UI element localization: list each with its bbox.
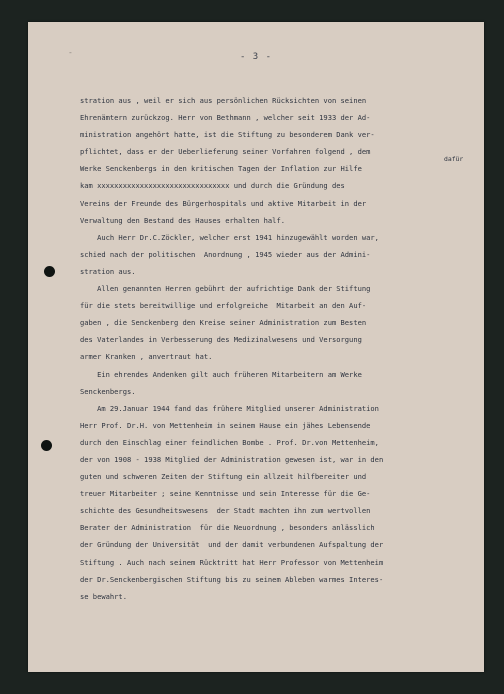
text-line: des Vaterlandes in Verbesserung des Medizinalwesens und Versorgung <box>80 335 362 345</box>
text-line: schichte des Gesundheitswesens der Stadt machten ihn zum wertvollen <box>80 506 371 516</box>
text-line: guten und schweren Zeiten der Stiftung ein allzeit hilfbereiter und <box>80 472 367 482</box>
body-text <box>80 92 480 605</box>
text-line: Senckenbergs. <box>80 386 136 396</box>
text-line: Werke Senckenbergs in den kritischen Tagen der Inflation zur Hilfe <box>80 164 362 174</box>
corner-mark: - <box>68 48 73 57</box>
text-line: armer Kranken , anvertraut hat. <box>80 352 213 362</box>
text-line: Berater der Administration für die Neuordnung , besonders anlässlich <box>80 523 375 533</box>
text-line: für die stets bereitwillige und erfolgreiche Mitarbeit an den Auf- <box>80 301 367 311</box>
text-line: ministration angehört hatte, ist die Stiftung zu besonderem Dank ver- <box>80 130 375 140</box>
text-line: Vereins der Freunde des Bürgerhospitals und aktive Mitarbeit in der <box>80 198 367 208</box>
text-line: stration aus , weil er sich aus persönlichen Rücksichten von seinen <box>80 96 367 105</box>
text-line: Stiftung . Auch nach seinem Rücktritt hat Herr Professor von Mettenheim <box>80 557 384 567</box>
page-number: - 3 - <box>239 52 273 62</box>
text-line: se bewahrt. <box>80 591 127 601</box>
text-line: treuer Mitarbeiter ; seine Kenntnisse und sein Interesse für die Ge- <box>80 489 371 499</box>
text-line: pflichtet, dass er der Ueberlieferung seiner Vorfahren folgend , dem <box>80 147 371 157</box>
text-line: Verwaltung den Bestand des Hauses erhalten half. <box>80 215 285 225</box>
punch-hole-bottom <box>41 440 52 451</box>
text-line: kam xxxxxxxxxxxxxxxxxxxxxxxxxxxxxxx und durch die Gründung des <box>80 181 345 191</box>
handwritten-insertion: dafür <box>444 155 464 163</box>
text-line: Allen genannten Herren gebührt der aufrichtige Dank der Stiftung <box>80 284 371 294</box>
text-line: schied nach der politischen Anordnung , 1945 wieder aus der Admini- <box>80 249 371 259</box>
text-line: Ein ehrendes Andenken gilt auch früheren Mitarbeitern am Werke <box>80 369 362 379</box>
text-line: Auch Herr Dr.C.Zöckler, welcher erst 1941 hinzugewählt worden war, <box>80 232 379 242</box>
text-line: durch den Einschlag einer feindlichen Bombe . Prof. Dr.von Mettenheim, <box>80 437 379 447</box>
text-line: der Gründung der Universität und der damit verbundenen Aufspaltung der <box>80 540 384 550</box>
text-line: stration aus. <box>80 266 136 276</box>
text-line: Herr Prof. Dr.H. von Mettenheim in seinem Hause ein jähes Lebensende <box>80 420 371 430</box>
text-line: der von 1908 - 1938 Mitglied der Administration gewesen ist, war in den <box>80 454 384 464</box>
document-page <box>28 22 484 672</box>
text-line: Ehrenämtern zurückzog. Herr von Bethmann , welcher seit 1933 der Ad- <box>80 113 371 123</box>
text-line: gaben , die Senckenberg den Kreise seiner Administration zum Besten <box>80 318 367 328</box>
punch-hole-top <box>44 266 55 277</box>
text-line: der Dr.Senckenbergischen Stiftung bis zu seinem Ableben warmes Interes- <box>80 574 384 584</box>
text-line: Am 29.Januar 1944 fand das frühere Mitglied unserer Administration <box>80 403 379 413</box>
